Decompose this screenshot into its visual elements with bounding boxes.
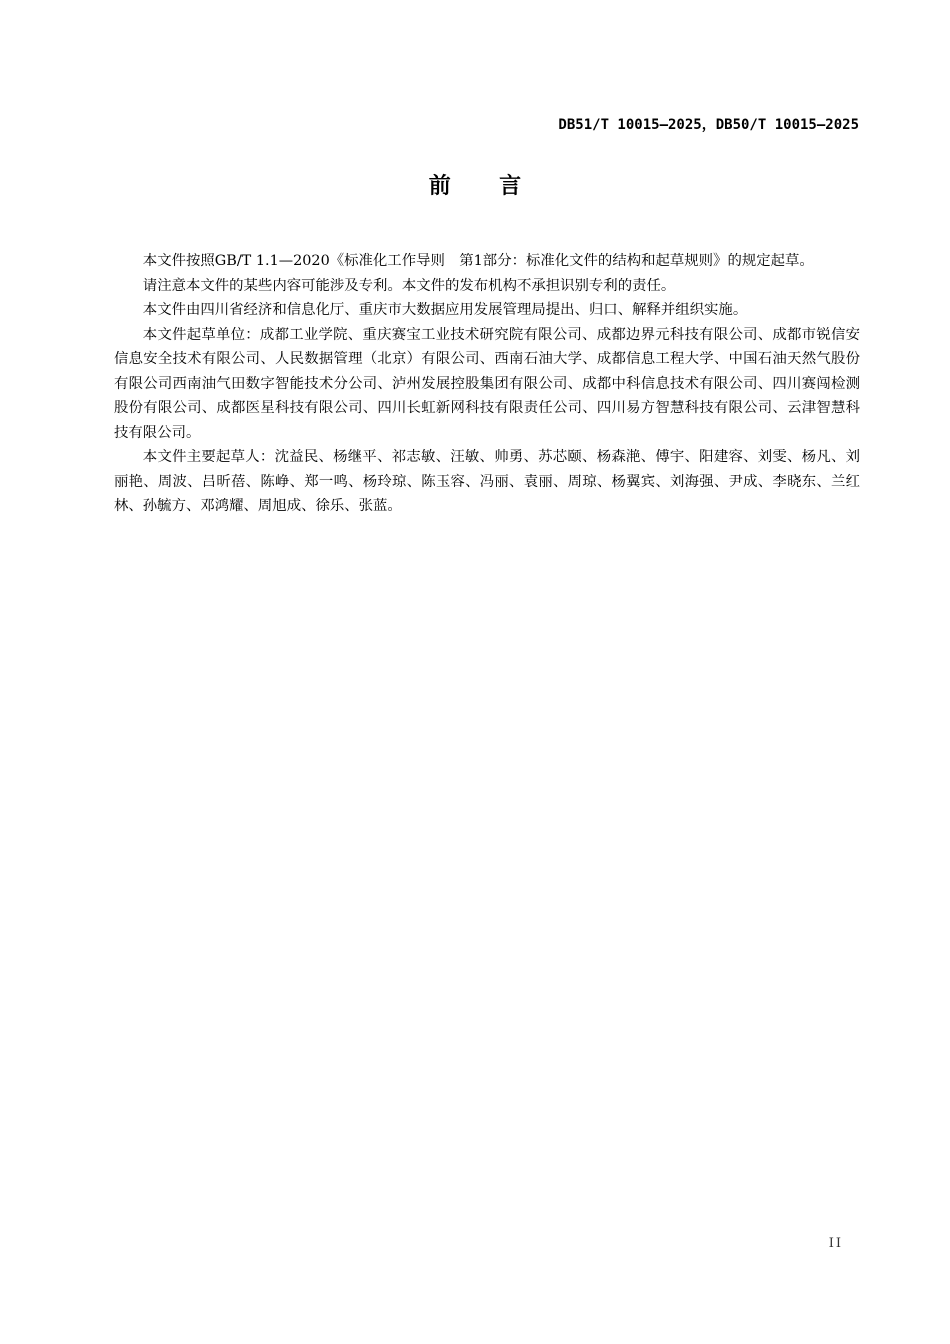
paragraph-drafters: 本文件主要起草人：沈益民、杨继平、祁志敏、汪敏、帅勇、苏芯颐、杨森滟、傅宇、阳建容、刘雯、杨凡、刘丽艳、周波、吕昕蓓、陈峥、郑一鸣、杨玲琼、陈玉容、冯丽、袁丽、周琼、杨翼宾、刘海强、尹成、李晓东、兰红林、孙毓方、邓鸿耀、周旭成、徐乐、张蓝。 [114,449,860,514]
paragraph-proposer: 本文件由四川省经济和信息化厅、重庆市大数据应用发展管理局提出、归口、解释并组织实施。 [142,302,748,318]
paragraph-patent-notice: 请注意本文件的某些内容可能涉及专利。本文件的发布机构不承担识别专利的责任。 [142,277,676,294]
page-number: II [828,1236,843,1251]
paragraph-drafting-rules: 本文件按照GB/T 1.1—2020《标准化工作导则 第1部分：标准化文件的结构和起草规则》的规定起草。 [142,253,814,269]
document-code: DB51/T 10015—2025，DB50/T 10015—2025 [558,117,859,133]
page-title: 前言 [428,174,570,199]
foreword-body [114,249,860,519]
paragraph-drafting-units: 本文件起草单位：成都工业学院、重庆赛宝工业技术研究院有限公司、成都边界元科技有限公司、成都市锐信安信息安全技术有限公司、人民数据管理（北京）有限公司、西南石油大学、成都信息工程大学、中国石油天然气股份有限公司西南油气田数字智能技术分公司、泸州发展控股集团有限公司、成都中科信息技术有限公司、四川赛闯检测股份有限公司、成都医星科技有限公司、四川长虹新网科技有限责任公司、四川易方智慧科技有限公司、云津智慧科技有限公司。 [114,326,860,441]
